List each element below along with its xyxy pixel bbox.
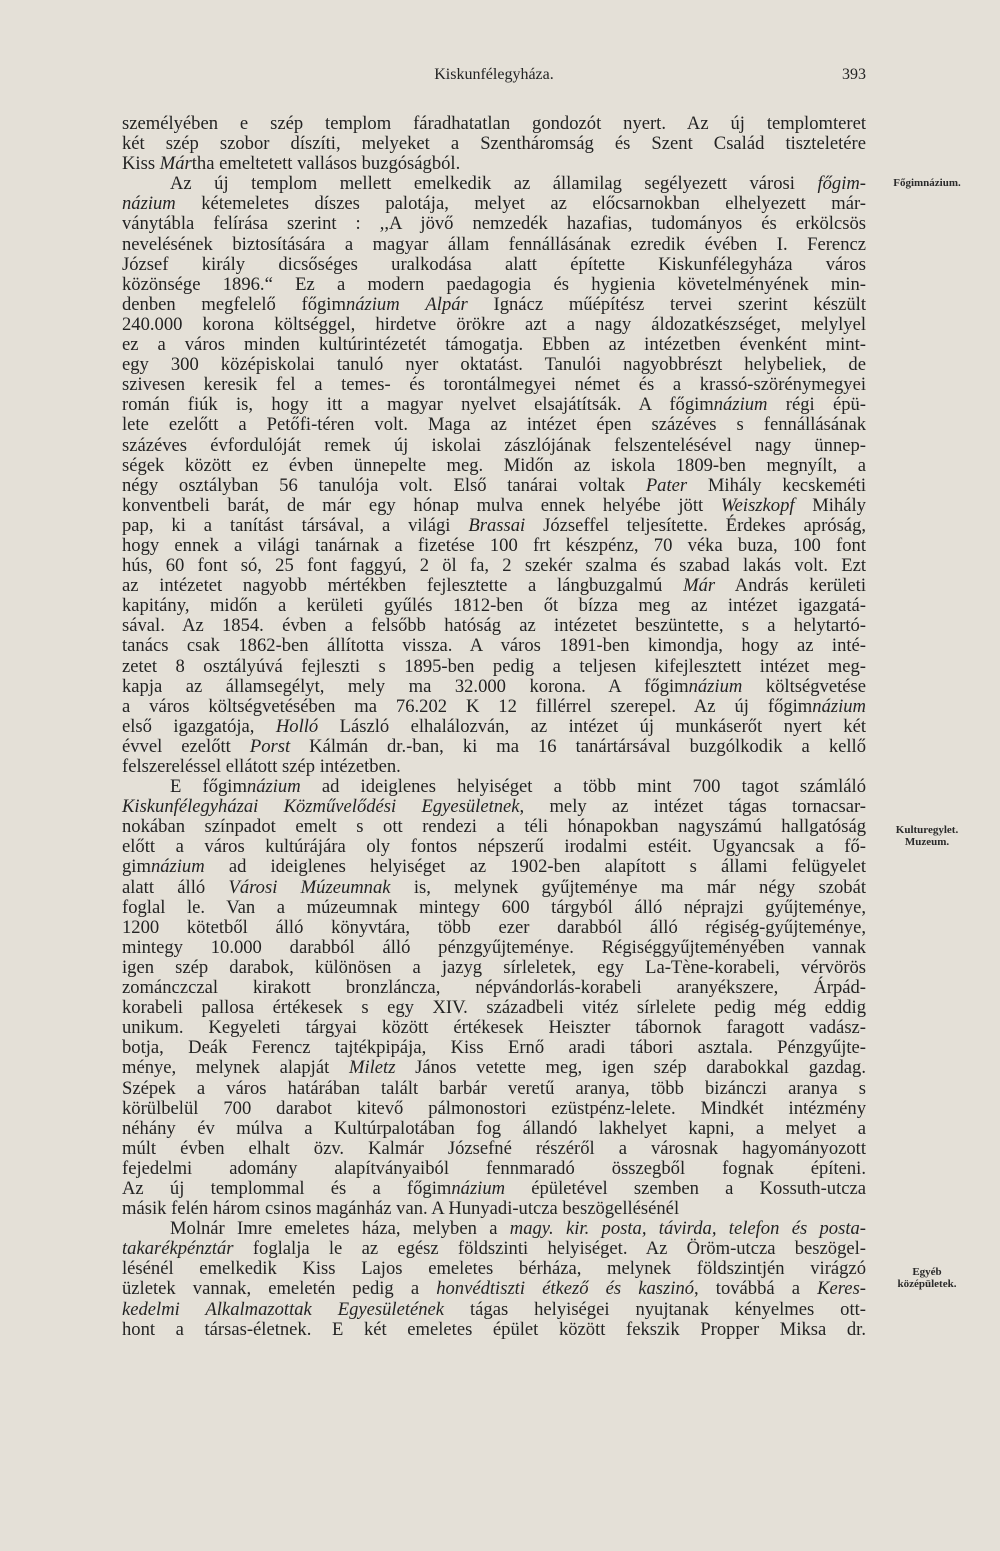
text-line: igen szép darabok, különösen a jazyg sírleletek, egy La-Tène-korabeli, vérvörös <box>122 956 866 978</box>
text-line: hús, 60 font só, 25 font faggyú, 2 öl fa, 2 szekér szalma és szabad lakás volt. Ezt <box>122 555 866 577</box>
margin-note-fogimnazium <box>872 177 982 189</box>
text-line: lete ezelőtt a Petőfi-téren volt. Maga az intézet épen százéves s fennállásának <box>122 414 866 436</box>
margin-note-kulturegylet <box>872 824 982 848</box>
text-line: 1200 kötetből álló könyvtára, több ezer darabból álló régiség-gyűjteménye, <box>122 916 866 938</box>
text-line: hogy ennek a világi tanárnak a fizetése 100 frt készpénz, 70 véka buza, 100 font <box>122 534 866 556</box>
margin-note-line: Kulturegylet. <box>895 824 959 836</box>
text-line: négy osztályban 56 tanulója volt. Első tanárai voltak Pater Mihály kecskeméti <box>122 474 866 496</box>
text-line: első igazgatója, Holló László elhalálozván, az intézet új munkáserőt nyert két <box>122 715 866 737</box>
margin-note-egyeb-kozepuletek <box>872 1266 982 1290</box>
text-line: Az új templom mellett emelkedik az államilag segélyezett városi főgim- <box>170 173 866 195</box>
text-line: takarékpénztár foglalja le az egész földszinti helyiséget. Az Öröm-utcza beszögel- <box>122 1238 866 1260</box>
text-line: kapja az államsegélyt, mely ma 32.000 korona. A főgimnázium költségvetése <box>122 675 866 697</box>
text-line: unikum. Kegyeleti tárgyai között értékesek Heiszter tábornok faragott vadász- <box>122 1017 866 1039</box>
text-line: körülbelül 700 darabot kitevő pálmonostori ezüstpénz-lelete. Mindkét intézmény <box>122 1097 866 1119</box>
margin-note-line: Egyéb <box>912 1266 942 1278</box>
text-line: ez a város minden kultúrintézetét támogatja. Ebben az intézetben évenként mint- <box>122 334 866 356</box>
text-line: Az új templommal és a főgimnázium épületével szemben a Kossuth-utcza <box>122 1177 866 1199</box>
text-line: konventbeli barát, de már egy hónap mulva ennek helyébe jött Weiszkopf Mihály <box>122 494 866 516</box>
text-line: közönsége 1896.“ Ez a modern paedagogia és hygienia követelményének min- <box>122 273 866 295</box>
text-line: nokában színpadot emelt s ott rendezi a téli hónapokban nagyszámú hallgatóság <box>122 816 866 838</box>
page-header <box>122 66 866 90</box>
text-line: másik felén három csinos magánház van. A Hunyadi-utcza beszögellésénél <box>122 1198 680 1220</box>
text-line: felszereléssel ellátott szép intézetben. <box>122 756 401 777</box>
text-line: kedelmi Alkalmazottak Egyesületének tágas helyiségei nyujtanak kényelmes ott- <box>122 1298 866 1320</box>
text-line: denben megfelelő főgimnázium Alpár Ignácz műépítész tervei szerint készült <box>122 293 866 315</box>
text-line: szivesen keresik fel a temes- és torontálmegyei német és a krassó-szörénymegyei <box>122 374 866 396</box>
margin-note-line: középületek. <box>897 1278 957 1290</box>
text-line: egy 300 középiskolai tanuló nyer oktatást. Tanulói nagyobbrészt helybeliek, de <box>122 354 866 376</box>
running-title: Kiskunfélegyháza. <box>434 66 554 83</box>
text-line: kapitány, midőn a kerületi gyűlés 1812-ben őt bízza meg az intézet igazgatá- <box>122 595 866 617</box>
text-line: hont a társas-életnek. E két emeletes épület között fekszik Propper Miksa dr. <box>122 1318 866 1340</box>
text-line: Szépek a város határában talált barbár veretű aranya, több bizánczi aranya s <box>122 1077 866 1099</box>
text-line: fejedelmi adomány alapítványaiból fennmaradó összegből fognak építeni. <box>122 1157 866 1179</box>
text-line: botja, Deák Ferencz tajtékpipája, Kiss Ernő aradi tábori asztala. Pénzgyűjte- <box>122 1037 866 1059</box>
text-line: Molnár Imre emeletes háza, melyben a magy. kir. posta, távirda, telefon és posta- <box>170 1218 866 1240</box>
text-line: zetet 8 osztályúvá fejleszti s 1895-ben pedig a teljesen kifejlesztett intézet meg- <box>122 655 866 677</box>
text-line: évvel ezelőtt Porst Kálmán dr.-ban, ki ma 16 tanártársával buzgólkodik a kellő <box>122 735 866 757</box>
text-line: Kiss Mártha emeltetett vallásos buzgóságból. <box>122 153 461 175</box>
text-line: József király dicsőséges uralkodása alatt építette Kiskunfélegyháza város <box>122 253 866 275</box>
body-text <box>122 114 866 1340</box>
text-line: korabeli pallosa értékesek s egy XIV. századbeli vitéz sírlelete pedig még eddig <box>122 997 866 1019</box>
margin-note-line: Muzeum. <box>904 836 950 848</box>
text-line: múlt évben elhalt özv. Kalmár Józsefné részéről a városnak hagyományozott <box>122 1137 866 1159</box>
text-line: gimnázium ad ideiglenes helyiséget az 1902-ben alapított s állami felügyelet <box>122 856 866 878</box>
text-line: 240.000 korona költséggel, hirdetve örökre azt a nagy áldozatkészséget, melylyel <box>122 313 866 335</box>
text-line: ványtábla felírása szerint : ,,A jövő nemzedék hazafias, tudományos és erkölcsös <box>122 213 866 235</box>
text-line: üzletek vannak, emeletén pedig a honvédtiszti étkező és kaszinó, továbbá a Keres- <box>122 1278 866 1300</box>
text-line: Kiskunfélegyházai Közművelődési Egyesületnek, mely az intézet tágas tornacsar- <box>122 796 866 818</box>
text-line: román fiúk is, hogy itt a magyar nyelvet elsajátítsák. A főgimnázium régi épü- <box>122 394 866 416</box>
text-line: előtt a város kultúrájára oly fontos népszerű irodalmi estéit. Ugyancsak a fő- <box>122 836 866 858</box>
text-line: názium kétemeletes díszes palotája, melyet az előcsarnokban elhelyezett már- <box>122 193 866 215</box>
text-line: E főgimnázium ad ideiglenes helyiséget a több mint 700 tagot számláló <box>170 776 866 798</box>
text-line: néhány év múlva a Kultúrpalotában fog állandó lakhelyet kapni, a melyet a <box>122 1117 866 1139</box>
text-line: a város költségvetésében ma 76.202 K 12 fillérrel szerepel. Az új főgimnázium <box>122 695 866 717</box>
text-line: sával. Az 1854. évben a felsőbb hatóság az intézetet beszüntette, s a helytartó- <box>122 615 866 637</box>
text-line: ménye, melynek alapját Miletz János vetette meg, igen szép darabokkal gazdag. <box>122 1057 866 1079</box>
text-line: tanács csak 1862-ben állította vissza. A város 1891-ben kimondja, hogy az inté- <box>122 635 866 657</box>
text-line: mintegy 10.000 darabból álló pénzgyűjteménye. Régiséggyűjteményében vannak <box>122 936 866 958</box>
text-line: alatt álló Városi Múzeumnak is, melynek gyűjteménye ma már négy szobát <box>122 876 866 898</box>
text-line: foglal le. Van a múzeumnak mintegy 600 tárgyból álló néprajzi gyűjteménye, <box>122 896 866 918</box>
text-line: lésénél emelkedik Kiss Lajos emeletes bérháza, melynek földszintjén virágzó <box>122 1258 866 1280</box>
text-line: nevelésének biztosítására a magyar állam fennállásának ezredik évében I. Ferencz <box>122 233 866 255</box>
text-line: százéves évfordulóját remek új iskolai zászlójának felszentelésével nagy ünnep- <box>122 434 866 456</box>
text-line: személyében e szép templom fáradhatatlan gondozót nyert. Az új templomteret <box>122 113 866 134</box>
text-line: ségek között ez évben ünnepelte meg. Midőn az iskola 1809-ben megnyílt, a <box>122 454 866 476</box>
text-line: az intézetet nagyobb mértékben fejlesztette a lángbuzgalmú Már András kerületi <box>122 575 866 597</box>
margin-note-line: Főgimnázium. <box>893 177 961 189</box>
page-number: 393 <box>842 66 866 83</box>
text-line: pap, ki a tanítást társával, a világi Brassai Józseffel teljesítette. Érdekes apróság, <box>122 514 867 536</box>
text-line: két szép szobor díszíti, melyeket a Szentháromság és Szent Család tiszteletére <box>122 133 866 155</box>
text-line: zománczczal kirakott bronzláncza, népvándorlás-korabeli aranyékszere, Árpád- <box>122 977 866 999</box>
